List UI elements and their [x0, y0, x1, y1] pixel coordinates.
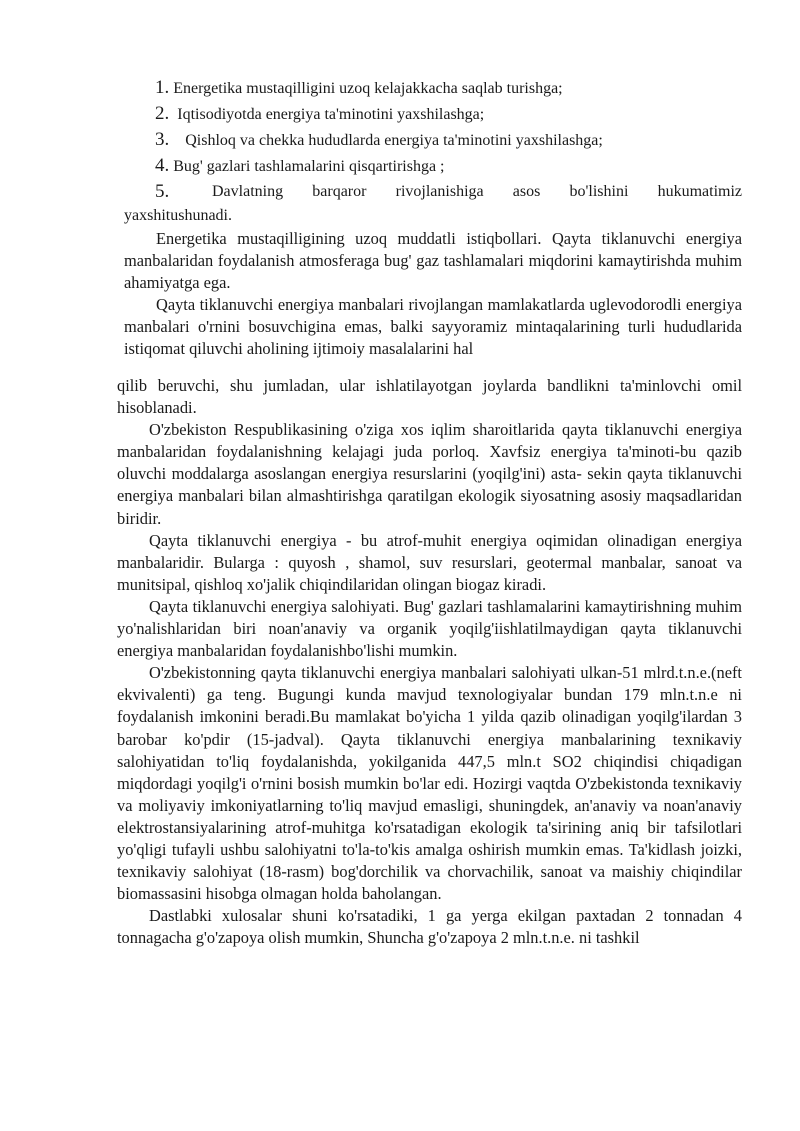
indented-block — [124, 228, 742, 361]
list-item-4: 4. Bug' gazlari tashlamalarini qisqartirishga ; — [155, 155, 445, 176]
paragraph-developed-countries: Qayta tiklanuvchi energiya manbalari rivojlangan mamlakatlarda uglevodorodli energiya manbalari o'rnini bosuvchigina emas, balki sayyoramiz mintaqalarining turli hududlarida istiqomat qiluvchi aholining ijtimoiy masalalarini hal — [124, 295, 742, 359]
list-item-5-continuation: yaxshitushunadi. — [124, 207, 232, 224]
main-block — [117, 375, 742, 949]
paragraph-long-term-prospects: Energetika mustaqilligining uzoq muddatli istiqbollari. Qayta tiklanuvchi energiya manbalaridan foydalanish atmosferaga bug' gaz tashlamalari miqdorini kamaytirishda muhim ahamiyatga ega. — [124, 229, 742, 293]
list-item-5: 5. Davlatning barqaror rivojlanishiga asos bo'lishini hukumatimiz — [155, 181, 742, 202]
paragraph-renewable-potential: Qayta tiklanuvchi energiya salohiyati. Bug' gazlari tashlamalarini kamaytirishning muhim yo'nalishlaridan biri noan'anaviy va organik yoqilg'iishlatilmaydigan qayta tiklanuvchi energiya manbalaridan foydalanishbo'lishi mumkin. — [117, 596, 742, 661]
list-item-3: 3. Qishloq va chekka hududlarda energiya ta'minotini yaxshilashga; — [155, 129, 603, 150]
list-item-1: 1. Energetika mustaqilligini uzoq kelajakkacha saqlab turishga; — [155, 77, 563, 98]
paragraph-uzbekistan-climate: O'zbekiston Respublikasining o'ziga xos iqlim sharoitlarida qayta tiklanuvchi energiya manbalaridan foydalanishning kelajagi juda porloq. Xavfsiz energiya ta'minoti-bu qazib oluvchi moddalarga asoslangan energiya resurslarini (yoqilg'ini) asta- sekin qayta tiklanuvchi energiya manbalari bilan almashtirishga qaratilgan ekologik siyosatning asosiy maqsadlaridan biridir. — [117, 420, 742, 528]
paragraph-employment: qilib beruvchi, shu jumladan, ular ishlatilayotgan joylarda bandlikni ta'minlovchi omil hisoblanadi. — [117, 376, 742, 418]
paragraph-uzbekistan-potential: O'zbekistonning qayta tiklanuvchi energiya manbalari salohiyati ulkan-51 mlrd.t.n.e.(neft ekvivalenti) ga teng. Bugungi kunda mavjud texnologiyalar bundan 179 mln.t.n.e ni foydalanish imkonini beradi.Bu mamlakat bo'yicha 1 yilda qazib olinadigan yoqilg'ilardan 3 barobar ko'pdir (15-jadval). Qayta tiklanuvchi energiya manbalarining texnikaviy salohiyatidan to'liq foydalanishda, yokilganida 447,5 mln.t SO2 chiqindisi chiqadigan miqdordagi yoqilg'i o'rnini bosish mumkin bo'lar edi. Hozirgi vaqtda O'zbekistonda texnikaviy va moliyaviy imkoniyatlarning to'liq mavjud emasligi, shuningdek, an'anaviy va noan'anaviy elektrostansiyalarining atrof-muhitga ko'rsatadigan ekologik ta'sirining aniq bir tafsilotlari yo'qligi tufayli ushbu salohiyatni to'la-to'kis amalga oshirish mumkin emas. Ta'kidlash joizki, texnikaviy salohiyat (18-rasm) bog'dorchilik va chorvachilik, sanoat va maishiy chiqindilar biomassasini hisobga olmagan holda baholangan. — [117, 663, 742, 904]
paragraph-renewable-definition: Qayta tiklanuvchi energiya - bu atrof-muhit energiya oqimidan olinadigan energiya manbalaridir. Bularga : quyosh , shamol, suv resurslari, geotermal manbalar, sanoat va munitsipal, qishloq xo'jalik chiqindilaridan olingan biogaz kiradi. — [117, 530, 742, 594]
paragraph-preliminary-conclusions: Dastlabki xulosalar shuni ko'rsatadiki, 1 ga yerga ekilgan paxtadan 2 tonnadan 4 tonnagacha g'o'zapoya olish mumkin, Shuncha g'o'zapoya 2 mln.t.n.e. ni tashkil — [117, 906, 742, 948]
list-item-2: 2. Iqtisodiyotda energiya ta'minotini yaxshilashga; — [155, 103, 485, 124]
